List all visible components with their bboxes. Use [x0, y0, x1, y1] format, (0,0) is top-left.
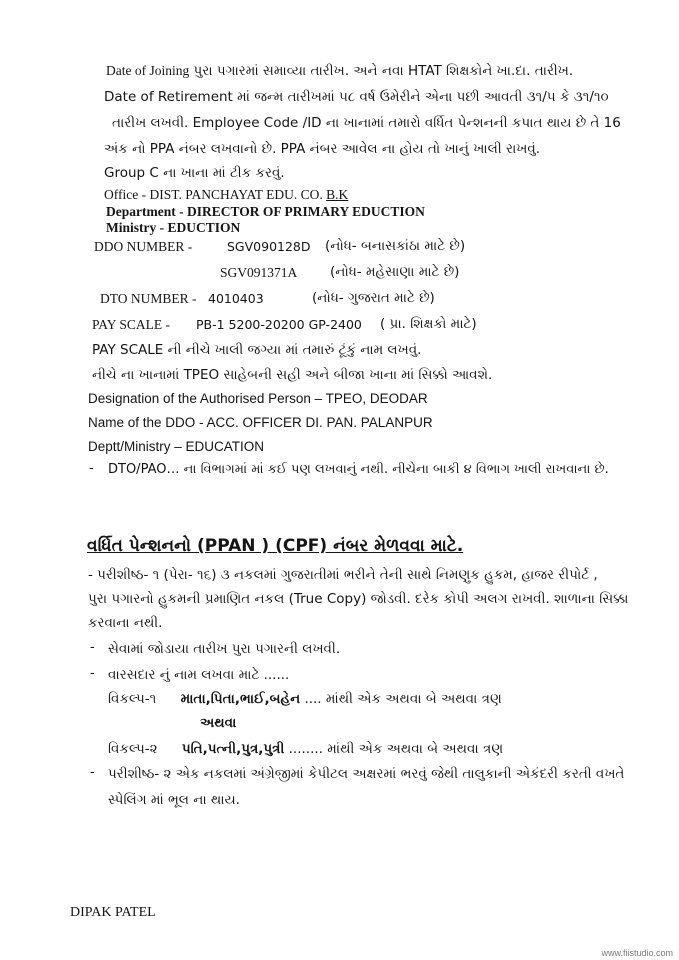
ddo-number-label: DDO NUMBER - [94, 239, 193, 254]
bullet-dash: - [90, 765, 95, 780]
ministry-line: Ministry - EDUCTION [106, 220, 241, 235]
option-2-relations: પતિ,પત્ની,પુત્ર,પુત્રી [181, 741, 285, 757]
option-1-line [108, 690, 502, 708]
date-of-joining-line [106, 62, 573, 80]
pay-scale-note: ( પ્રા. શિક્ષકો માટે) [380, 316, 477, 332]
dto-number-note: (નોધ- ગુજરાત માટે છે) [312, 290, 435, 306]
office-label: Office - [104, 187, 147, 202]
dto-pao-line: DTO/PAO… ના વિભાગમાં માં કઈ પણ લખવાનું નથી. નીચેના બાકી ૪ વિભાગ ખાલી રાખવાના છે. [108, 462, 609, 477]
designation-line: Designation of the Authorised Person – TPEO, DEODAR [88, 391, 428, 406]
annex1-line-3: કરવાના નથી. [88, 615, 163, 631]
office-line [104, 186, 348, 204]
bullet-dash: - [89, 461, 94, 476]
joining-date-bullet: સેવામાં જોડાયા તારીખ પુરા પગારની લખવી. [108, 641, 341, 657]
ddo-number-2: SGV091371A [220, 265, 298, 280]
date-of-joining-label: Date of Joining [106, 63, 190, 78]
pay-scale-label: PAY SCALE - [92, 317, 171, 332]
dto-number-label: DTO NUMBER - [100, 291, 197, 306]
option-2-label: વિકલ્પ-૨ [108, 741, 158, 757]
ddo-number-1-note: (નોધ- બનાસકાંઠા માટે છે) [325, 238, 466, 254]
pension-heading: વર્ધિત પેન્શનનો (PPAN ) (CPF) નંબર મેળવવા માટે. [87, 536, 464, 556]
bullet-dash: - [90, 666, 95, 681]
annex2-line-1: પરીશીષ્ઠ- ૨ એક નકલમાં અંગ્રેજીમાં કેપીટલ અક્ષરમાં ભરવું જેથી તાલુકાની એકંદરી કરતી વખતે [108, 766, 625, 782]
annex2-line-2: સ્પેલિંગ માં ભૂલ ના થાય. [108, 792, 240, 808]
ppa-number-line: અંક નો PPA નંબર લખવાનો છે. PPA નંબર આવેલ ના હોય તો ખાનું ખાલી રાખવું. [104, 141, 541, 157]
watermark: www.fiistudio.com [601, 948, 673, 958]
ddo-name-line: Name of the DDO - ACC. OFFICER DI. PAN. PALANPUR [88, 415, 433, 430]
employee-code-line: તારીખ લખવી. Employee Code /ID ના ખાનામાં તમારો વર્ધિત પેન્શનની કપાત થાય છે તે 16 [112, 115, 621, 131]
date-of-joining-text: પુરા પગારમાં સમાવ્યા તારીખ. અને નવા HTAT શિક્ષકોને ખા.દા. તારીખ. [193, 63, 574, 79]
pay-scale-instruction: PAY SCALE ની નીચે ખાલી જગ્યા માં તમારું ટૂંકું નામ લખવું. [92, 342, 422, 358]
option-2-line [108, 740, 503, 758]
group-c-line: Group C ના ખાના માં ટીક કરવું. [104, 165, 285, 181]
annex1-line-2: પુરા પગારનો હુકમની પ્રમાણિત નકલ (True Copy) જોડવી. દરેક કોપી અલગ રાખવી. શાળાના સિક્કા [88, 591, 629, 607]
office-value: DIST. PANCHAYAT EDU. CO. [149, 187, 323, 202]
or-text: અથવા [200, 715, 237, 731]
option-1-relations: માતા,પિતા,ભાઈ,બહેન [180, 691, 301, 707]
option-1-label: વિકલ્પ-૧ [108, 691, 157, 707]
annex1-line-1: - પરીશીષ્ઠ- ૧ (પેરા- ૧૬) ૩ નકલમાં ગુજરાતીમાં ભરીને તેની સાથે નિમણુક હુકમ, હાજર રીપોર્ટ , [88, 567, 598, 583]
deptt-ministry-line: Deptt/Ministry – EDUCATION [88, 439, 265, 454]
office-bk: B.K [326, 187, 349, 202]
option-1-text: .... માંથી એક અથવા બે અથવા ત્રણ [304, 691, 502, 707]
nominee-bullet: વારસદાર નું નામ લખવા માટે ...... [108, 667, 290, 683]
ddo-number-1: SGV090128D [227, 239, 311, 254]
pay-scale-value: PB-1 5200-20200 GP-2400 [196, 317, 362, 332]
option-2-text: ........ માંથી એક અથવા બે અથવા ત્રણ [288, 741, 504, 757]
bullet-dash: - [90, 640, 95, 655]
ddo-number-2-note: (નોધ- મહેસાણા માટે છે) [330, 264, 460, 280]
department-line: Department - DIRECTOR OF PRIMARY EDUCTION [106, 204, 425, 219]
author-name: DIPAK PATEL [70, 905, 156, 920]
retirement-line: Date of Retirement માં જન્મ તારીખમાં ૫૮ વર્ષ ઉમેરીને એના પછી આવતી ૩૧/૫ કે ૩૧/૧૦ [104, 89, 609, 105]
dto-number-value: 4010403 [208, 291, 264, 306]
tpeo-instruction: નીચે ના ખાનામાં TPEO સાહેબની સહી અને બીજા ખાના માં સિક્કો આવશે. [92, 367, 493, 383]
